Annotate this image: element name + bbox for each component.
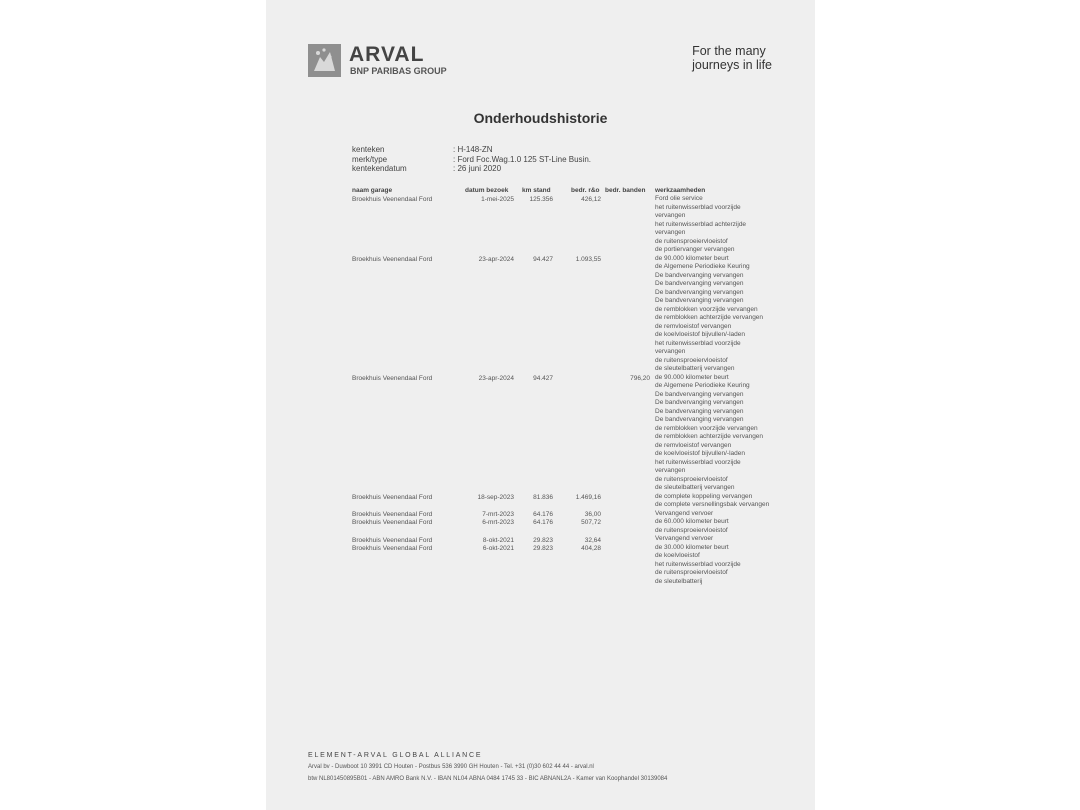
row-date: 8-okt-2021: [482, 537, 514, 544]
row-km: 81.836: [533, 494, 553, 501]
row-ro: 507,72: [581, 519, 601, 526]
row-date: 23-apr-2024: [478, 375, 514, 382]
row-garage: Broekhuis Veenendaal Ford: [352, 494, 433, 501]
meta-row-merk-type: [352, 155, 591, 165]
column-header-tyres: bedr. banden: [605, 187, 646, 194]
row-garage: Broekhuis Veenendaal Ford: [352, 375, 433, 382]
column-header-ro: bedr. r&o: [571, 187, 600, 194]
work-line: de ruitensproeiervloeistof: [655, 526, 728, 534]
work-line: de Algemene Periodieke Keuring: [655, 382, 750, 389]
work-line: de ruitensproeiervloeistof: [655, 569, 728, 576]
work-line: de ruitensproeiervloeistof: [655, 475, 728, 483]
work-line: het ruitenwisserblad voorzijde: [655, 560, 741, 568]
row-ro: 1.093,55: [575, 256, 601, 263]
work-line: de koelvloeistof bijvullen/-laden: [655, 450, 745, 457]
column-header-date: datum bezoek: [465, 187, 509, 194]
row-ro: 32,64: [584, 537, 601, 544]
work-line: het ruitenwisserblad voorzijde: [655, 458, 741, 466]
work-line: De bandvervanging vervangen: [655, 399, 744, 406]
row-km: 94.427: [533, 256, 553, 263]
row-date: 6-mrt-2023: [482, 519, 514, 526]
work-line: De bandvervanging vervangen: [655, 280, 744, 287]
row-km: 64.176: [533, 511, 553, 518]
row-ro: 404,28: [581, 545, 601, 552]
vehicle-details: [352, 145, 591, 174]
row-date: 23-apr-2024: [478, 256, 514, 263]
work-line: de remvloeistof vervangen: [655, 322, 732, 330]
footer-address: Arval bv - Duwboot 10 3991 CD Houten - Postbus 536 3990 GH Houten - Tel. +31 (0)30 602 44 44 - arval.nl: [308, 764, 594, 770]
work-line: de Algemene Periodieke Keuring: [655, 263, 750, 270]
work-line: de 90.000 kilometer beurt: [655, 373, 729, 381]
work-line: de 90.000 kilometer beurt: [655, 254, 729, 262]
meta-value: : Ford Foc.Wag.1.0 125 ST-Line Busin.: [453, 154, 591, 164]
work-line: de complete koppeling vervangen: [655, 492, 753, 500]
meta-value: : 26 juni 2020: [453, 164, 502, 173]
page-title: Onderhoudshistorie: [473, 110, 608, 126]
row-date: 18-sep-2023: [477, 494, 514, 501]
column-header-garage: naam garage: [352, 187, 393, 194]
work-line: het ruitenwisserblad voorzijde: [655, 339, 741, 347]
row-km: 125.356: [529, 196, 553, 203]
row-tyres: 796,20: [630, 375, 650, 382]
work-line: vervangen: [655, 229, 686, 236]
work-line: de sleutelbatterij vervangen: [655, 484, 735, 491]
work-line: Ford olie service: [655, 195, 703, 202]
work-line: de sleutelbatterij: [655, 577, 703, 585]
work-line: De bandvervanging vervangen: [655, 288, 744, 296]
row-date: 1-mei-2025: [481, 196, 514, 203]
work-line: de complete versnellingsbak vervangen: [655, 501, 770, 508]
row-garage: Broekhuis Veenendaal Ford: [352, 545, 433, 552]
column-header-km: km stand: [522, 187, 551, 194]
tagline-line-1: For the many: [692, 44, 766, 58]
row-date: 6-okt-2021: [482, 545, 514, 552]
work-line: De bandvervanging vervangen: [655, 271, 744, 279]
work-line: vervangen: [655, 212, 686, 219]
row-ro: 36,00: [584, 511, 601, 518]
work-line: De bandvervanging vervangen: [655, 297, 744, 304]
work-line: de 60.000 kilometer beurt: [655, 518, 729, 525]
work-description-list: [655, 195, 769, 586]
work-line: De bandvervanging vervangen: [655, 407, 744, 415]
work-line: vervangen: [655, 348, 686, 355]
work-line: de sleutelbatterij vervangen: [655, 365, 735, 372]
arval-logo-icon: [308, 44, 341, 77]
work-line: Vervangend vervoer: [655, 535, 714, 542]
row-garage: Broekhuis Veenendaal Ford: [352, 511, 433, 518]
row-km: 29.823: [533, 545, 553, 552]
work-line: de koelvloeistof bijvullen/-laden: [655, 331, 745, 338]
work-line: het ruitenwisserblad achterzijde: [655, 220, 747, 228]
row-date: 7-mrt-2023: [482, 511, 514, 518]
work-line: De bandvervanging vervangen: [655, 390, 744, 398]
work-line: de remblokken voorzijde vervangen: [655, 424, 758, 432]
work-line: de remblokken achterzijde vervangen: [655, 314, 764, 321]
row-km: 94.427: [533, 375, 553, 382]
work-line: De bandvervanging vervangen: [655, 416, 744, 423]
row-garage: Broekhuis Veenendaal Ford: [352, 256, 433, 263]
work-line: de remblokken achterzijde vervangen: [655, 433, 764, 440]
footer-bank-details: btw NL801450895B01 - ABN AMRO Bank N.V. - IBAN NL04 ABNA 0484 1745 33 - BIC ABNANL2A - Kamer van Koophandel 30139084: [308, 776, 668, 782]
row-garage: Broekhuis Veenendaal Ford: [352, 519, 433, 526]
row-ro: 1.469,16: [575, 494, 601, 501]
work-line: Vervangend vervoer: [655, 509, 714, 517]
work-line: de ruitensproeiervloeistof: [655, 356, 728, 364]
meta-label: kentekendatum: [352, 164, 407, 173]
meta-row-kentekendatum: [352, 164, 591, 174]
document-page: [266, 0, 815, 810]
column-header-work: werkzaamheden: [655, 187, 706, 194]
meta-label: kenteken: [352, 145, 385, 154]
work-line: de 30.000 kilometer beurt: [655, 543, 729, 551]
work-line: de portiervanger vervangen: [655, 246, 735, 253]
row-km: 29.823: [533, 537, 553, 544]
work-line: het ruitenwisserblad voorzijde: [655, 203, 741, 211]
row-garage: Broekhuis Veenendaal Ford: [352, 537, 433, 544]
meta-row-kenteken: [352, 145, 591, 155]
meta-label: merk/type: [352, 154, 388, 164]
row-km: 64.176: [533, 519, 553, 526]
work-line: de koelvloeistof: [655, 552, 700, 559]
tagline: [692, 44, 772, 72]
row-garage: Broekhuis Veenendaal Ford: [352, 196, 433, 203]
work-line: vervangen: [655, 467, 686, 474]
brand-subtitle: BNP PARIBAS GROUP: [350, 66, 447, 76]
footer-title: ELEMENT-ARVAL GLOBAL ALLIANCE: [308, 752, 483, 759]
brand-name: ARVAL: [349, 43, 425, 66]
tagline-line-2: journeys in life: [692, 58, 772, 72]
meta-value: : H-148-ZN: [453, 145, 493, 154]
work-line: de remvloeistof vervangen: [655, 441, 732, 449]
work-line: de ruitensproeiervloeistof: [655, 237, 728, 245]
work-line: de remblokken voorzijde vervangen: [655, 305, 758, 313]
row-ro: 426,12: [581, 196, 601, 203]
